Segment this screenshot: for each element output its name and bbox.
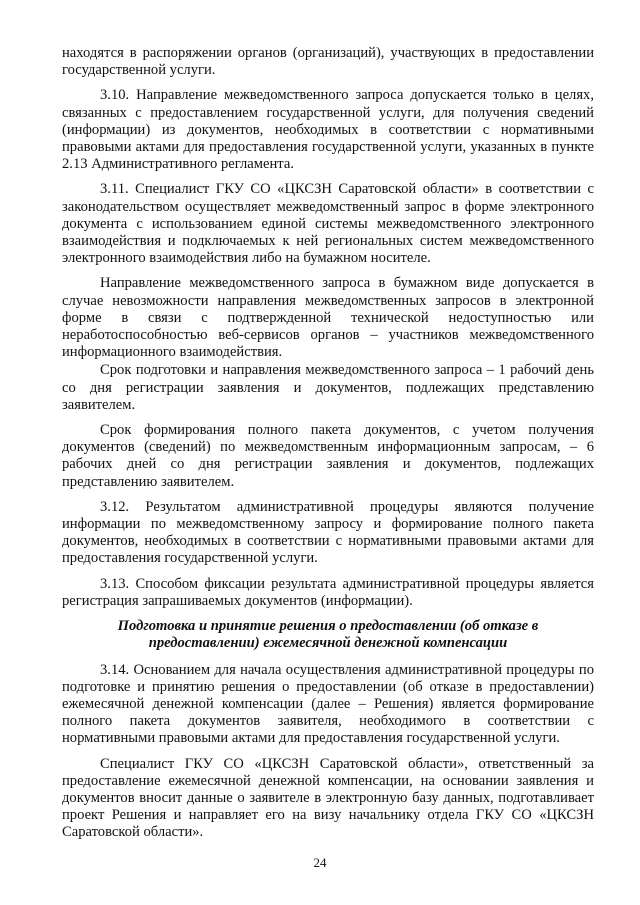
paragraph-3-11: 3.11. Специалист ГКУ СО «ЦКСЗН Саратовской области» в соответствии с законодательством осуществляет межведомственный запрос в форме электронного документа с использованием единой системы межведомственного электронного взаимодействия и подключаемых к ней региональных систем межведомственного электронного взаимодействия либо на бумажном носителе. [62,181,594,267]
paragraph-3-13: 3.13. Способом фиксации результата административной процедуры является регистрация запрашиваемых документов (информации). [62,575,594,609]
paragraph-3-14: 3.14. Основанием для начала осуществления административной процедуры по подготовке и принятию решения о предоставлении (об отказе в предоставлении) ежемесячной денежной компенсации (далее – Решения) является формирование полного пакета документов заявителя, необходимого в соответствии с нормативными правовыми актами для предоставления государственной услуги. [62,661,594,747]
paragraph-request-deadline: Срок подготовки и направления межведомственного запроса – 1 рабочий день со дня регистрации заявления и документов, подлежащих представлению заявителем. [62,362,594,413]
paragraph-3-12: 3.12. Результатом административной процедуры являются получение информации по межведомственному запросу и формирование полного пакета документов, необходимых в соответствии с нормативными правовыми актами для предоставления государственной услуги. [62,498,594,567]
paragraph-package-deadline: Срок формирования полного пакета документов, с учетом получения документов (сведений) по межведомственным информационным запросам, – 6 рабочих дней со дня регистрации заявления и документов, подлежащих представлению заявителем. [62,422,594,490]
paragraph-specialist: Специалист ГКУ СО «ЦКСЗН Саратовской области», ответственный за предоставление ежемесячной денежной компенсации, на основании заявления и документов вносит данные о заявителе в электронную базу данных, подготавливает проект Решения и направляет его на визу начальнику отдела ГКУ СО «ЦКСЗН Саратовской области». [62,755,594,841]
section-heading: Подготовка и принятие решения о предоставлении (об отказе в предоставлении) ежемесячной денежной компенсации [117,618,539,652]
document-page [62,45,594,850]
paragraph-continuation: находятся в распоряжении органов (организаций), участвующих в предоставлении государственной услуги. [62,45,594,79]
page-number: 24 [313,855,327,870]
paragraph-3-10: 3.10. Направление межведомственного запроса допускается только в целях, связанных с предоставлением государственной услуги, для получения сведений (информации) из документов, необходимых в соответствии с нормативными правовыми актами для предоставления государственной услуги, указанных в пункте 2.13 Административного регламента. [62,87,594,173]
paragraph-paper-request: Направление межведомственного запроса в бумажном виде допускается в случае невозможности направления межведомственных запросов в электронной форме в связи с подтвержденной технической недоступностью или неработоспособностью веб-сервисов органов – участников межведомственного информационного взаимодействия. [62,275,594,361]
